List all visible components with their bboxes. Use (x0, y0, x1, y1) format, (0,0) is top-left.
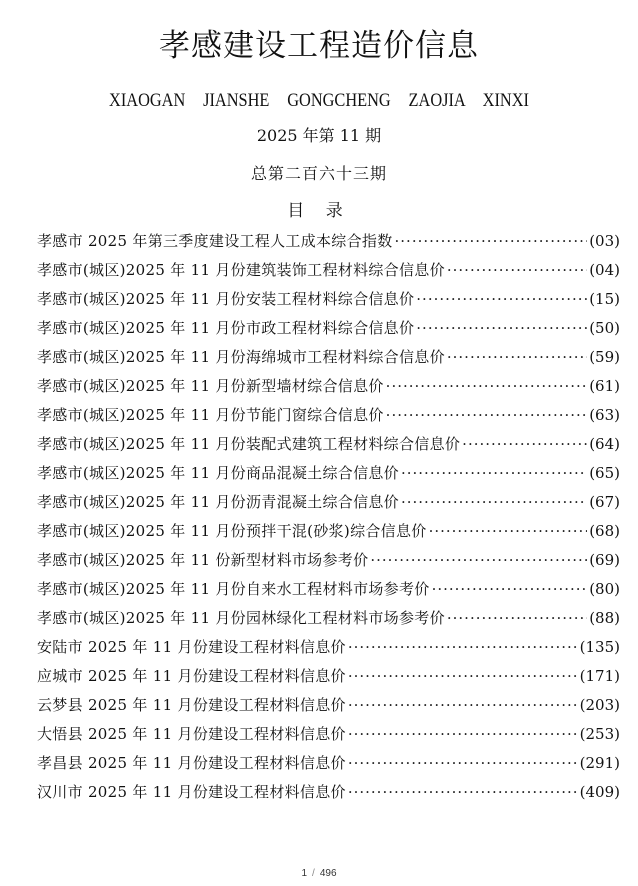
toc-leader-dots (447, 345, 587, 369)
toc-entry[interactable] (37, 287, 620, 316)
toc-entry-page: (135) (579, 638, 620, 656)
toc-entry-page: (04) (589, 261, 620, 279)
toc-entry-label: 应城市 2025 年 11 月份建设工程材料信息价 (37, 667, 346, 685)
toc-entry-label: 孝感市 2025 年第三季度建设工程人工成本综合指数 (37, 232, 393, 250)
toc-entry-page: (67) (589, 493, 620, 511)
english-title: XIAOGAN JIANSHE GONGCHENG ZAOJIA XINXI (109, 90, 529, 111)
current-page: 1 (301, 868, 308, 879)
toc-leader-dots (416, 316, 587, 340)
toc-entry[interactable] (37, 374, 620, 403)
toc-entry-label: 大悟县 2025 年 11 月份建设工程材料信息价 (37, 725, 346, 743)
toc-leader-dots (348, 722, 578, 746)
toc-entry-label: 孝昌县 2025 年 11 月份建设工程材料信息价 (37, 754, 346, 772)
toc-entry[interactable] (37, 432, 620, 461)
toc-entry-page: (50) (589, 319, 620, 337)
toc-entry-label: 孝感市(城区)2025 年 11 月份装配式建筑工程材料综合信息价 (37, 435, 461, 453)
toc-entry[interactable] (37, 664, 620, 693)
toc-entry-page: (291) (579, 754, 620, 772)
toc-entry[interactable] (37, 635, 620, 664)
toc-leader-dots (348, 664, 578, 688)
toc-leader-dots (447, 606, 587, 630)
toc-entry-page: (80) (589, 580, 620, 598)
toc-entry-page: (171) (579, 667, 620, 685)
toc-entry-label: 孝感市(城区)2025 年 11 月份市政工程材料综合信息价 (37, 319, 415, 337)
toc-entry-label: 孝感市(城区)2025 年 11 月份预拌干混(砂浆)综合信息价 (37, 522, 427, 540)
toc-entry-label: 孝感市(城区)2025 年 11 月份自来水工程材料市场参考价 (37, 580, 430, 598)
toc-entry-label: 汉川市 2025 年 11 月份建设工程材料信息价 (37, 783, 346, 801)
toc-leader-dots (348, 635, 578, 659)
issue-number: 2025 年第 11 期 (256, 126, 382, 145)
toc-heading: 目 录 (287, 201, 351, 221)
page-separator: / (312, 868, 315, 879)
toc-entry[interactable] (37, 345, 620, 374)
toc-leader-dots (386, 403, 588, 427)
toc-entry[interactable] (37, 722, 620, 751)
toc-entry-page: (203) (579, 696, 620, 714)
toc-entry[interactable] (37, 693, 620, 722)
toc-entry-page: (03) (589, 232, 620, 250)
toc-leader-dots (348, 751, 578, 775)
toc-entry-label: 孝感市(城区)2025 年 11 月份海绵城市工程材料综合信息价 (37, 348, 445, 366)
toc-entry-page: (69) (589, 551, 620, 569)
toc-entry-page: (15) (589, 290, 620, 308)
toc-leader-dots (447, 258, 587, 282)
toc-entry[interactable] (37, 548, 620, 577)
toc-entry[interactable] (37, 606, 620, 635)
toc-entry[interactable] (37, 403, 620, 432)
toc-leader-dots (462, 432, 587, 456)
total-pages: 496 (319, 868, 337, 879)
toc-entry-page: (61) (589, 377, 620, 395)
toc-entry-label: 孝感市(城区)2025 年 11 月份安装工程材料综合信息价 (37, 290, 415, 308)
toc-leader-dots (386, 374, 588, 398)
toc-entry-label: 孝感市(城区)2025 年 11 月份新型墙材综合信息价 (37, 377, 384, 395)
toc-entry[interactable] (37, 316, 620, 345)
toc-leader-dots (432, 577, 588, 601)
toc-leader-dots (401, 490, 587, 514)
total-issue-number: 总第二百六十三期 (250, 164, 387, 183)
toc-entry[interactable] (37, 461, 620, 490)
page-indicator (0, 866, 638, 882)
table-of-contents (37, 229, 620, 809)
toc-entry-page: (64) (589, 435, 620, 453)
toc-entry[interactable] (37, 577, 620, 606)
toc-leader-dots (401, 461, 587, 485)
toc-entry-label: 孝感市(城区)2025 年 11 月份建筑装饰工程材料综合信息价 (37, 261, 445, 279)
toc-entry-label: 安陆市 2025 年 11 月份建设工程材料信息价 (37, 638, 346, 656)
toc-entry[interactable] (37, 490, 620, 519)
toc-leader-dots (416, 287, 587, 311)
toc-entry[interactable] (37, 258, 620, 287)
toc-entry-label: 孝感市(城区)2025 年 11 月份商品混凝土综合信息价 (37, 464, 399, 482)
toc-entry-page: (63) (589, 406, 620, 424)
toc-entry-page: (59) (589, 348, 620, 366)
toc-entry-label: 孝感市(城区)2025 年 11 月份园林绿化工程材料市场参考价 (37, 609, 445, 627)
toc-entry-page: (68) (589, 522, 620, 540)
toc-entry-label: 孝感市(城区)2025 年 11 份新型材料市场参考价 (37, 551, 369, 569)
toc-entry[interactable] (37, 229, 620, 258)
toc-entry-label: 孝感市(城区)2025 年 11 月份节能门窗综合信息价 (37, 406, 384, 424)
toc-entry-page: (65) (589, 464, 620, 482)
toc-entry-label: 孝感市(城区)2025 年 11 月份沥青混凝土综合信息价 (37, 493, 399, 511)
toc-leader-dots (370, 548, 587, 572)
toc-entry[interactable] (37, 751, 620, 780)
toc-entry-label: 云梦县 2025 年 11 月份建设工程材料信息价 (37, 696, 346, 714)
toc-entry[interactable] (37, 519, 620, 548)
toc-leader-dots (395, 229, 588, 253)
toc-leader-dots (348, 693, 578, 717)
toc-entry-page: (88) (589, 609, 620, 627)
toc-entry-page: (253) (579, 725, 620, 743)
toc-leader-dots (429, 519, 588, 543)
toc-leader-dots (348, 780, 578, 804)
toc-entry-page: (409) (579, 783, 620, 801)
toc-entry[interactable] (37, 780, 620, 809)
document-title: 孝感建设工程造价信息 (159, 27, 479, 64)
